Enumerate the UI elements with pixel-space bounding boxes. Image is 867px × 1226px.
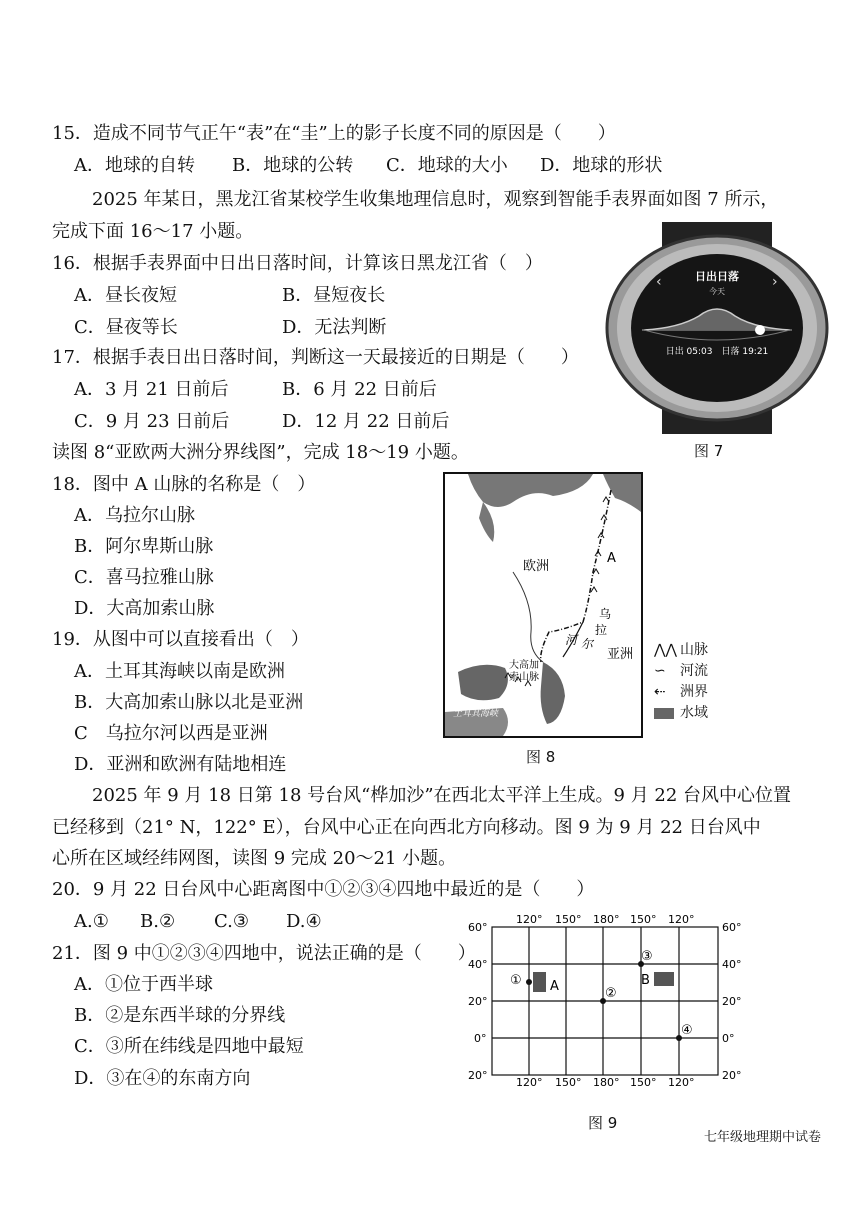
lat-right-5: 20° <box>722 1069 742 1082</box>
q16-option-d: D．无法判断 <box>282 317 387 338</box>
map-ural-char-1: 乌 <box>599 607 612 621</box>
map-legend <box>654 640 708 724</box>
top-lon-1: 120° <box>516 913 543 926</box>
watch-subtitle: 今天 <box>709 287 725 296</box>
map-label-asia: 亚洲 <box>607 647 634 662</box>
q15-option-d: D．地球的形状 <box>540 155 663 176</box>
q19-option-d: D．亚洲和欧洲有陆地相连 <box>74 754 287 775</box>
bottom-lon-5: 120° <box>668 1076 695 1088</box>
q17-stem: 17．根据手表日出日落时间，判断这一天最接近的日期是（ ） <box>52 347 579 368</box>
q20-stem: 20．9 月 22 日台风中心距离图中①②③④四地中最近的是（ ） <box>52 879 595 900</box>
q19-option-c: C 乌拉尔河以西是亚洲 <box>74 723 268 744</box>
map-label-europe: 欧洲 <box>523 559 550 574</box>
q21-option-c: C．③所在纬线是四地中最短 <box>74 1036 304 1057</box>
mountain-icon: ⋀⋀ <box>654 642 677 658</box>
lat-right-3: 20° <box>722 995 742 1008</box>
watch-chevron-right-icon[interactable]: › <box>772 274 778 290</box>
water-a-swatch <box>533 972 546 992</box>
figure-9-caption: 图 9 <box>588 1114 618 1132</box>
top-lon-5: 120° <box>668 913 695 926</box>
q16-option-a: A．昼长夜短 <box>74 285 177 306</box>
lat-left-3: 20° <box>468 995 488 1008</box>
q21-stem: 21．图 9 中①②③④四地中，说法正确的是（ ） <box>52 943 476 964</box>
top-lon-4: 150° <box>630 913 657 926</box>
label-a: A <box>550 979 559 994</box>
top-lon-2: 150° <box>555 913 582 926</box>
river-icon: ∽ <box>654 663 666 679</box>
q20-option-d: D.④ <box>286 911 322 932</box>
intro-20-21-line1: 2025 年 9 月 18 日第 18 号台风“桦加沙”在西北太平洋上生成。9 月 22 台风中心位置 <box>92 785 792 806</box>
legend-item-mountain: ⋀⋀ 山脉 <box>654 640 708 661</box>
figure-7-caption: 图 7 <box>694 442 724 460</box>
lat-left-1: 60° <box>468 921 488 934</box>
point-1-label: ① <box>510 973 522 988</box>
intro-16-17-line2: 完成下面 16～17 小题。 <box>52 221 254 242</box>
map-river-char-2: 尔 <box>581 637 594 651</box>
q20-option-a: A.① <box>74 911 109 932</box>
bottom-lon-4: 150° <box>630 1076 657 1088</box>
legend-item-river: ∽ 河流 <box>654 661 708 682</box>
q18-option-b: B．阿尔卑斯山脉 <box>74 536 214 557</box>
bottom-lon-1: 120° <box>516 1076 543 1088</box>
q15-option-c: C．地球的大小 <box>386 155 508 176</box>
intro-20-21-line3: 心所在区域经纬网图，读图 9 完成 20～21 小题。 <box>52 848 457 869</box>
map-turkey-strait-label: 土耳其海峡 <box>453 709 499 719</box>
map-river-char-1: 河 <box>565 633 578 647</box>
map-ural-char-2: 拉 <box>595 623 608 637</box>
watch-chevron-left-icon[interactable]: ‹ <box>656 274 662 290</box>
q20-option-b: B.② <box>140 911 176 932</box>
label-b: B <box>641 973 650 988</box>
intro-16-17-line1: 2025 年某日，黑龙江省某校学生收集地理信息时，观察到智能手表界面如图 7 所示， <box>92 189 779 210</box>
lat-right-4: 0° <box>722 1032 735 1045</box>
q16-option-c: C．昼夜等长 <box>74 317 178 338</box>
q17-option-a: A．3 月 21 日前后 <box>74 379 229 400</box>
lat-left-2: 40° <box>468 958 488 971</box>
watch-title: 日出日落 <box>695 270 739 283</box>
figure-7-smartwatch <box>604 222 830 434</box>
watch-info: 日出 05:03 日落 19:21 <box>665 347 769 357</box>
map-caucasus-label-1: 大高加 <box>509 660 539 671</box>
water-icon <box>654 708 674 719</box>
legend-item-boundary: ⇠ 洲界 <box>654 682 708 703</box>
intro-18-19: 读图 8“亚欧两大洲分界线图”，完成 18～19 小题。 <box>52 442 469 463</box>
legend-item-water: 水域 <box>654 703 708 724</box>
map-caucasus-label-2: 索山脉 <box>509 672 539 683</box>
q18-option-d: D．大高加索山脉 <box>74 598 215 619</box>
map-label-a: A <box>607 551 616 566</box>
q16-stem: 16．根据手表界面中日出日落时间，计算该日黑龙江省（ ） <box>52 253 543 274</box>
bottom-lon-2: 150° <box>555 1076 582 1088</box>
q17-option-c: C．9 月 23 日前后 <box>74 411 230 432</box>
map-black-sea <box>458 665 508 700</box>
q20-option-c: C.③ <box>214 911 249 932</box>
figure-9-graticule <box>464 912 754 1088</box>
bottom-lon-3: 180° <box>593 1076 620 1088</box>
q21-option-d: D．③在④的东南方向 <box>74 1068 251 1089</box>
figure-8-map <box>443 472 643 738</box>
q18-stem: 18．图中 A 山脉的名称是（ ） <box>52 474 316 495</box>
lat-right-1: 60° <box>722 921 742 934</box>
q15-option-b: B．地球的公转 <box>232 155 354 176</box>
q17-option-b: B．6 月 22 日前后 <box>282 379 437 400</box>
q21-option-b: B．②是东西半球的分界线 <box>74 1005 286 1026</box>
lat-left-4: 0° <box>474 1032 487 1045</box>
q16-option-b: B．昼短夜长 <box>282 285 386 306</box>
q19-stem: 19．从图中可以直接看出（ ） <box>52 629 309 650</box>
figure-8-caption: 图 8 <box>526 748 556 766</box>
q19-option-b: B．大高加索山脉以北是亚洲 <box>74 692 304 713</box>
lat-right-2: 40° <box>722 958 742 971</box>
page-footer: 七年级地理期中试卷 <box>704 1130 822 1145</box>
watch-sun-icon <box>755 325 765 335</box>
point-3-label: ③ <box>641 949 653 964</box>
q15-stem: 15．造成不同节气正午“表”在“圭”上的影子长度不同的原因是（ ） <box>52 123 616 144</box>
q17-option-d: D．12 月 22 日前后 <box>282 411 450 432</box>
q15-option-a: A．地球的自转 <box>74 155 195 176</box>
q19-option-a: A．土耳其海峡以南是欧洲 <box>74 661 285 682</box>
q18-option-a: A．乌拉尔山脉 <box>74 505 195 526</box>
water-b-swatch <box>654 972 674 986</box>
intro-20-21-line2: 已经移到（21° N，122° E），台风中心正在向西北方向移动。图 9 为 9 月 22 日台风中 <box>52 817 761 838</box>
point-1-marker <box>526 979 532 985</box>
point-2-label: ② <box>605 986 617 1001</box>
q18-option-c: C．喜马拉雅山脉 <box>74 567 214 588</box>
point-4-label: ④ <box>681 1023 693 1038</box>
lat-left-5: 20° <box>468 1069 488 1082</box>
top-lon-3: 180° <box>593 913 620 926</box>
boundary-icon: ⇠ <box>654 684 666 700</box>
q21-option-a: A．①位于西半球 <box>74 974 213 995</box>
